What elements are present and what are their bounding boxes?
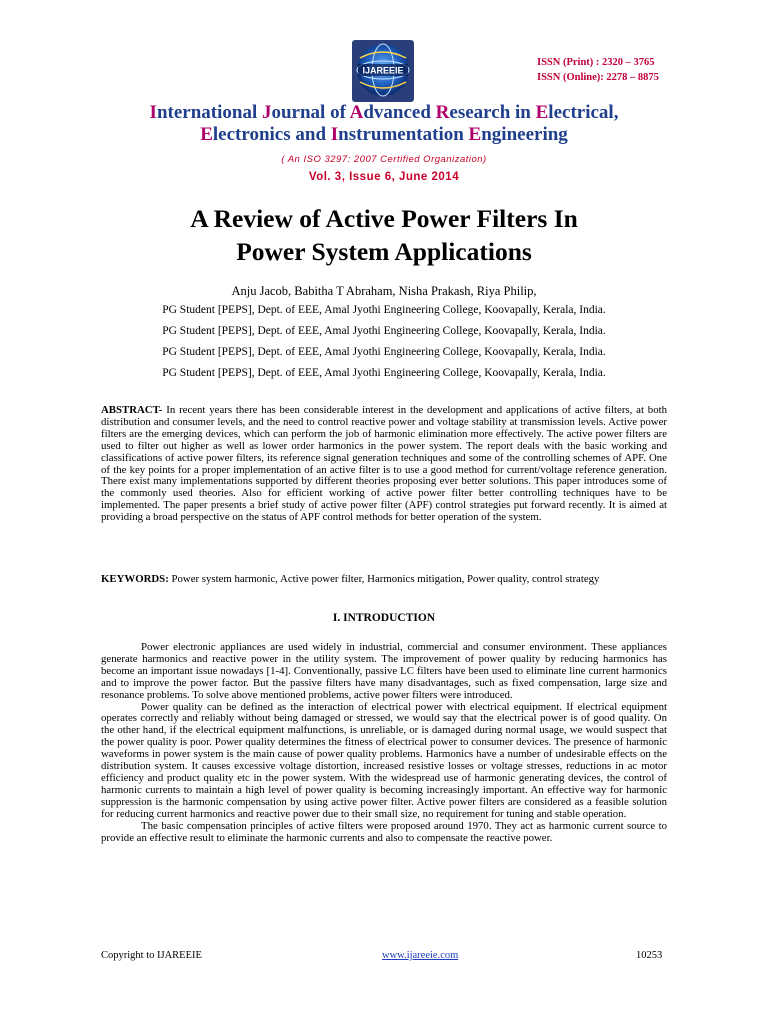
paper-title-line1: A Review of Active Power Filters In xyxy=(190,204,578,233)
keywords-text: Power system harmonic, Active power filter, Harmonics mitigation, Power quality, control strategy xyxy=(168,573,600,585)
journal-title-capital: E xyxy=(468,124,482,145)
logo-text: IJAREEIE xyxy=(362,65,404,76)
issn-print: ISSN (Print) : 2320 – 3765 xyxy=(537,57,655,68)
journal-title-word: ournal of xyxy=(271,102,350,123)
abstract xyxy=(101,405,667,524)
journal-title-capital: I xyxy=(330,124,339,145)
journal-title-word: nternational xyxy=(156,102,262,123)
journal-logo xyxy=(352,40,414,102)
paragraph: The basic compensation principles of active filters were proposed around 1970. They act as harmonic current source to provide an effective result to eliminate the harmonic currents and also to compensate the reactive power. xyxy=(101,819,667,844)
journal-title-word: dvanced xyxy=(363,102,436,123)
paper-title-line2: Power System Applications xyxy=(236,237,532,266)
footer-copyright: Copyright to IJAREEIE xyxy=(101,950,202,961)
paragraph: Power electronic appliances are used widely in industrial, commercial and consumer environment. These appliances generate harmonics and reactive power in the utility system. The improvement of power quality by reducing harmonics has become an important issue nowadays [1-4]. Conventionally, passive LC filters have been used to eliminate line current harmonics and to improve the power factor. But the passive filters have many disadvantages, such as fixed compensation, large size and resonance problems. To solve above mentioned problems, active power filters were introduced. xyxy=(101,641,667,701)
certification-note: ( An ISO 3297: 2007 Certified Organization) xyxy=(281,154,487,165)
journal-title-word: lectrical, xyxy=(548,102,619,123)
affiliation: PG Student [PEPS], Dept. of EEE, Amal Jyothi Engineering College, Koovapally, Kerala, India. xyxy=(162,304,606,316)
issn-online: ISSN (Online): 2278 – 8875 xyxy=(537,72,659,83)
introduction-body xyxy=(101,642,667,844)
abstract-text: In recent years there has been considerable interest in the development and applications of active filters, at both distribution and consumer levels, and the need to control reactive power and voltage stability at transmission levels. Active power filters are the emerging devices, which can perform the job of harmonic elimination more effectively. The active power filters are used to filter out higher as well as lower order harmonics in the power system. The report deals with the basic working and classifications of active power filters, its reference signal generation techniques and some of the controlling schemes of APF. One of the key points for a proper implementation of an active filter is to use a good method for current/voltage reference generation. There exist many implementations supported by different theories proposing ever better solutions. This paper introduces some of the commonly used theories. Also for efficient working of active power filter better controlling techniques have to be implemented. The paper presents a brief study of active power filter (APF) control strategies put forward recently. It is aimed at providing a broad perspective on the status of APF control methods for better operation of the system. xyxy=(101,404,667,524)
abstract-label: ABSTRACT- xyxy=(101,404,163,416)
footer-website-link[interactable]: www.ijareeie.com xyxy=(382,950,459,961)
journal-title-capital: A xyxy=(349,102,364,123)
authors: Anju Jacob, Babitha T Abraham, Nisha Prakash, Riya Philip, xyxy=(231,284,537,298)
paragraph: Power quality can be defined as the interaction of electrical power with electrical equipment. If electrical equipment operates correctly and reliably without being damaged or stressed, we would say that the electrical power is of good quality. On the other hand, if the electrical equipment malfunctions, is unreliable, or is damaged during normal usage, we would suspect that the power quality is poor. Power quality determines the fitness of electrical power to consumer devices. The presence of harmonic waveforms in power system is the main cause of power quality problems. Harmonics have a number of undesirable effects on the distribution system. It causes excessive voltage distortion, increased resistive losses or voltage stresses, reductions in ac motor efficiency and product quality etc in the power system. With the widespread use of harmonic generating devices, the control of harmonic currents to maintain a high level of power quality is becoming increasingly important. An effective way for harmonic suppression is the harmonic compensation by using active power filter. Active power filters are considered as a feasible solution for reducing current harmonics and reactive power due to their small size, no requirement for tuning and stable operation. xyxy=(101,700,667,820)
volume-issue: Vol. 3, Issue 6, June 2014 xyxy=(308,171,460,183)
journal-title-word: esearch in xyxy=(449,102,536,123)
journal-title-word: lectronics and xyxy=(212,124,331,145)
journal-title-capital: E xyxy=(535,102,549,123)
journal-title-line1 xyxy=(0,102,768,124)
footer-page-number: 10253 xyxy=(636,950,663,961)
affiliation: PG Student [PEPS], Dept. of EEE, Amal Jyothi Engineering College, Koovapally, Kerala, India. xyxy=(162,346,606,358)
affiliation: PG Student [PEPS], Dept. of EEE, Amal Jyothi Engineering College, Koovapally, Kerala, India. xyxy=(162,325,606,337)
journal-title-capital: R xyxy=(435,102,450,123)
journal-title-capital: I xyxy=(149,102,157,123)
section-heading-introduction: I. INTRODUCTION xyxy=(332,612,436,624)
journal-title-line2 xyxy=(0,124,768,146)
keywords-label: KEYWORDS: xyxy=(101,573,169,585)
journal-title-capital: E xyxy=(200,124,213,145)
journal-title-word: nstrumentation xyxy=(338,124,469,145)
journal-title-word: ngineering xyxy=(481,124,568,145)
keywords xyxy=(101,573,671,585)
journal-title-capital: J xyxy=(261,102,272,123)
affiliation: PG Student [PEPS], Dept. of EEE, Amal Jyothi Engineering College, Koovapally, Kerala, India. xyxy=(162,367,606,379)
